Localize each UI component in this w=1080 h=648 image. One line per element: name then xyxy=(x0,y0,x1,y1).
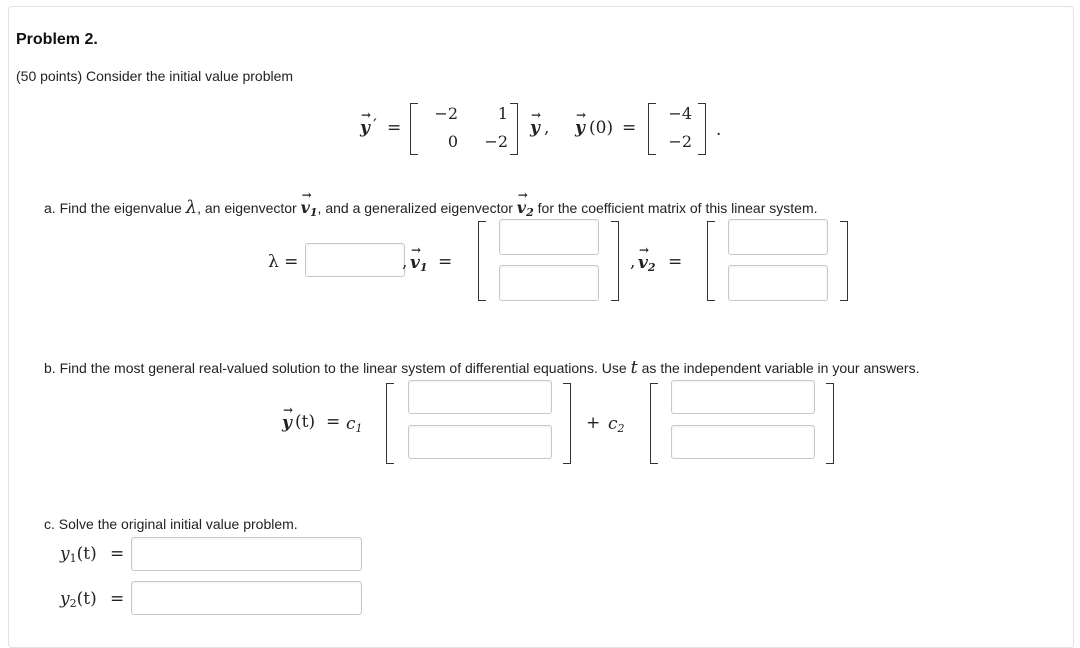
matrix-a22: −2 xyxy=(484,132,508,151)
solution-2-left-bracket xyxy=(650,383,658,464)
constant-c2: $c_2$ xyxy=(608,414,625,435)
problem-intro: (50 points) Consider the initial value problem xyxy=(16,68,294,84)
v2-component-1-input[interactable] xyxy=(728,219,828,255)
y2-input[interactable] xyxy=(131,581,362,615)
ivp-prime: ′ xyxy=(373,116,377,136)
matrix-a21: 0 xyxy=(447,132,458,151)
separator-2: , xyxy=(630,252,636,272)
ivp-equals: = xyxy=(387,118,402,138)
solution-2-component-2-input[interactable] xyxy=(671,425,815,459)
init-left-bracket xyxy=(648,103,656,155)
ivp-rhs-y: → y xyxy=(530,118,540,138)
constant-c1: $c_1$ xyxy=(346,414,363,435)
v2-component-2-input[interactable] xyxy=(728,265,828,301)
lambda-label: λ = xyxy=(268,252,299,272)
v1-left-bracket xyxy=(478,221,486,301)
ivp-y0-arg: (0) xyxy=(589,118,614,138)
lambda-input[interactable] xyxy=(305,243,408,277)
matrix-a11: −2 xyxy=(434,104,458,123)
y1-equals: = xyxy=(110,544,125,564)
matrix-right-bracket xyxy=(510,103,518,155)
v1-label: → $v_1$ xyxy=(410,253,428,274)
general-solution-y: → y xyxy=(282,413,292,433)
solution-1-left-bracket xyxy=(386,383,394,464)
matrix-a12: 1 xyxy=(497,104,508,123)
solution-2-component-1-input[interactable] xyxy=(671,380,815,414)
v1-equals: = xyxy=(438,252,453,272)
y2-label: $y_2(t)$ xyxy=(60,589,97,610)
ivp-equals-2: = xyxy=(622,118,637,138)
ivp-y-vector: → y xyxy=(360,118,370,138)
v2-left-bracket xyxy=(707,221,715,301)
ivp-y0-vector: → y xyxy=(575,118,585,138)
separator-1: , xyxy=(402,252,408,272)
init-value-2: −2 xyxy=(668,132,692,151)
y1-input[interactable] xyxy=(131,537,362,571)
part-c-instruction: c. Solve the original initial value problem. xyxy=(44,516,298,532)
general-solution-equals: = xyxy=(326,412,341,432)
init-right-bracket xyxy=(698,103,706,155)
matrix-left-bracket xyxy=(410,103,418,155)
solution-2-right-bracket xyxy=(826,383,834,464)
v2-equals: = xyxy=(668,252,683,272)
v2-label: → $v_2$ xyxy=(638,253,656,274)
plus-sign: + xyxy=(586,413,601,433)
init-value-1: −4 xyxy=(668,104,692,123)
ivp-period: . xyxy=(716,120,722,140)
v2-right-bracket xyxy=(840,221,848,301)
v1-right-bracket xyxy=(611,221,619,301)
general-solution-arg: (t) xyxy=(295,412,316,432)
part-a-instruction: a. Find the eigenvalue λ, an eigenvector → $v_1$, and a generalized eigenvector → $v_2$ for the coefficient matrix of this linear system. xyxy=(44,197,818,219)
problem-title: Problem 2. xyxy=(16,31,98,48)
v1-component-1-input[interactable] xyxy=(499,219,599,255)
ivp-comma: , xyxy=(544,118,550,138)
solution-1-right-bracket xyxy=(563,383,571,464)
part-b-instruction: b. Find the most general real-valued solution to the linear system of differential equations. Use t as the independent variable in your answers. xyxy=(44,357,920,378)
v1-component-2-input[interactable] xyxy=(499,265,599,301)
solution-1-component-1-input[interactable] xyxy=(408,380,552,414)
solution-1-component-2-input[interactable] xyxy=(408,425,552,459)
y1-label: $y_1(t)$ xyxy=(60,544,97,565)
y2-equals: = xyxy=(110,589,125,609)
